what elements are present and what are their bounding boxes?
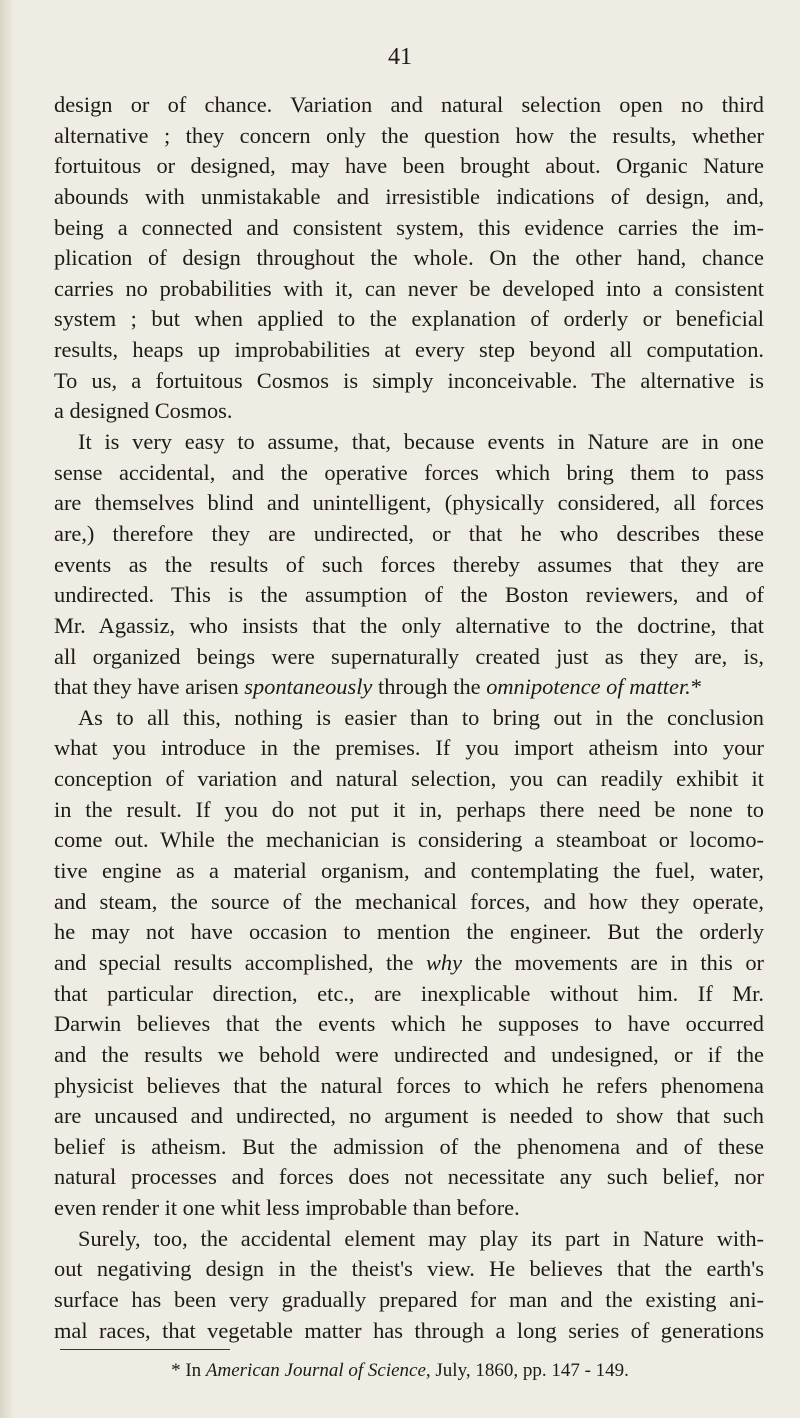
- footnote-rule: [60, 1349, 230, 1350]
- text-line: what you introduce in the premises. If you import atheism into your: [54, 735, 764, 761]
- text-line: To us, a fortuitous Cosmos is simply inconceivable. The alternative is: [54, 367, 764, 393]
- text-line: Surely, too, the accidental element may play its part in Nature with-: [78, 1225, 764, 1251]
- text-line: in the result. If you do not put it in, perhaps there need be none to: [54, 796, 764, 822]
- text-line: conception of variation and natural selection, you can readily exhibit it: [54, 766, 764, 792]
- text-line: events as the results of such forces thereby assumes that they are: [54, 551, 764, 577]
- paragraph: [54, 703, 764, 1224]
- text-line: fortuitous or designed, may have been brought about. Organic Nature: [54, 153, 764, 179]
- text-line: are uncaused and undirected, no argument is needed to show that such: [54, 1103, 764, 1129]
- text-line: physicist believes that the natural forces to which he refers phenomena: [54, 1072, 764, 1098]
- text-line: being a connected and consistent system, this evidence carries the im-: [54, 214, 764, 240]
- text-line: that they have arisen spontaneously through the omnipotence of matter.*: [54, 674, 702, 700]
- text-line: all organized beings were supernaturally created just as they are, is,: [54, 643, 764, 669]
- footnote: * In American Journal of Science, July, 1860, pp. 147 - 149.: [171, 1360, 629, 1381]
- text-line: sense accidental, and the operative forces which bring them to pass: [54, 459, 764, 485]
- text-line: Darwin believes that the events which he supposes to have occurred: [54, 1011, 764, 1037]
- text-line: abounds with unmistakable and irresistible indications of design, and,: [54, 183, 764, 209]
- text-line: plication of design throughout the whole. On the other hand, chance: [54, 245, 764, 271]
- text-line: and the results we behold were undirected and undesigned, or if the: [54, 1041, 764, 1067]
- text-line: tive engine as a material organism, and contemplating the fuel, water,: [54, 858, 764, 884]
- text-line: and steam, the source of the mechanical forces, and how they operate,: [54, 888, 764, 914]
- text-line: system ; but when applied to the explanation of orderly or beneficial: [54, 306, 764, 332]
- text-line: It is very easy to assume, that, because events in Nature are in one: [78, 429, 764, 455]
- paragraph: [54, 1224, 764, 1347]
- text-line: come out. While the mechanician is considering a steamboat or locomo-: [54, 827, 764, 853]
- text-line: are,) therefore they are undirected, or that he who describes these: [54, 520, 764, 546]
- text-line: even render it one whit less improbable than before.: [54, 1195, 520, 1221]
- text-line: results, heaps up improbabilities at every step beyond all computation.: [54, 337, 764, 363]
- text-line: out negativing design in the theist's view. He believes that the earth's: [54, 1256, 764, 1282]
- page-number: 41: [388, 44, 412, 70]
- text-line: mal races, that vegetable matter has through a long series of generations: [54, 1317, 764, 1343]
- text-line: alternative ; they concern only the question how the results, whether: [54, 122, 764, 148]
- paragraph: [54, 427, 764, 703]
- text-line: undirected. This is the assumption of the Boston reviewers, and of: [54, 582, 764, 608]
- text-line: and special results accomplished, the why the movements are in this or: [54, 949, 764, 975]
- text-line: carries no probabilities with it, can never be developed into a consistent: [54, 275, 764, 301]
- body-text: [54, 90, 764, 1346]
- text-line: natural processes and forces does not necessitate any such belief, nor: [54, 1164, 764, 1190]
- text-line: belief is atheism. But the admission of the phenomena and of these: [54, 1133, 764, 1159]
- text-line: that particular direction, etc., are inexplicable without him. If Mr.: [54, 980, 764, 1006]
- text-line: As to all this, nothing is easier than to bring out in the conclusion: [78, 704, 764, 730]
- text-line: are themselves blind and unintelligent, (physically considered, all forces: [54, 490, 764, 516]
- text-line: design or of chance. Variation and natural selection open no third: [54, 92, 764, 117]
- text-line: a designed Cosmos.: [54, 398, 233, 424]
- paragraph: [54, 90, 764, 427]
- text-line: surface has been very gradually prepared for man and the existing ani-: [54, 1286, 764, 1312]
- text-line: Mr. Agassiz, who insists that the only alternative to the doctrine, that: [54, 612, 764, 638]
- text-line: he may not have occasion to mention the engineer. But the orderly: [54, 919, 764, 945]
- page-edge-shadow: [0, 0, 14, 1418]
